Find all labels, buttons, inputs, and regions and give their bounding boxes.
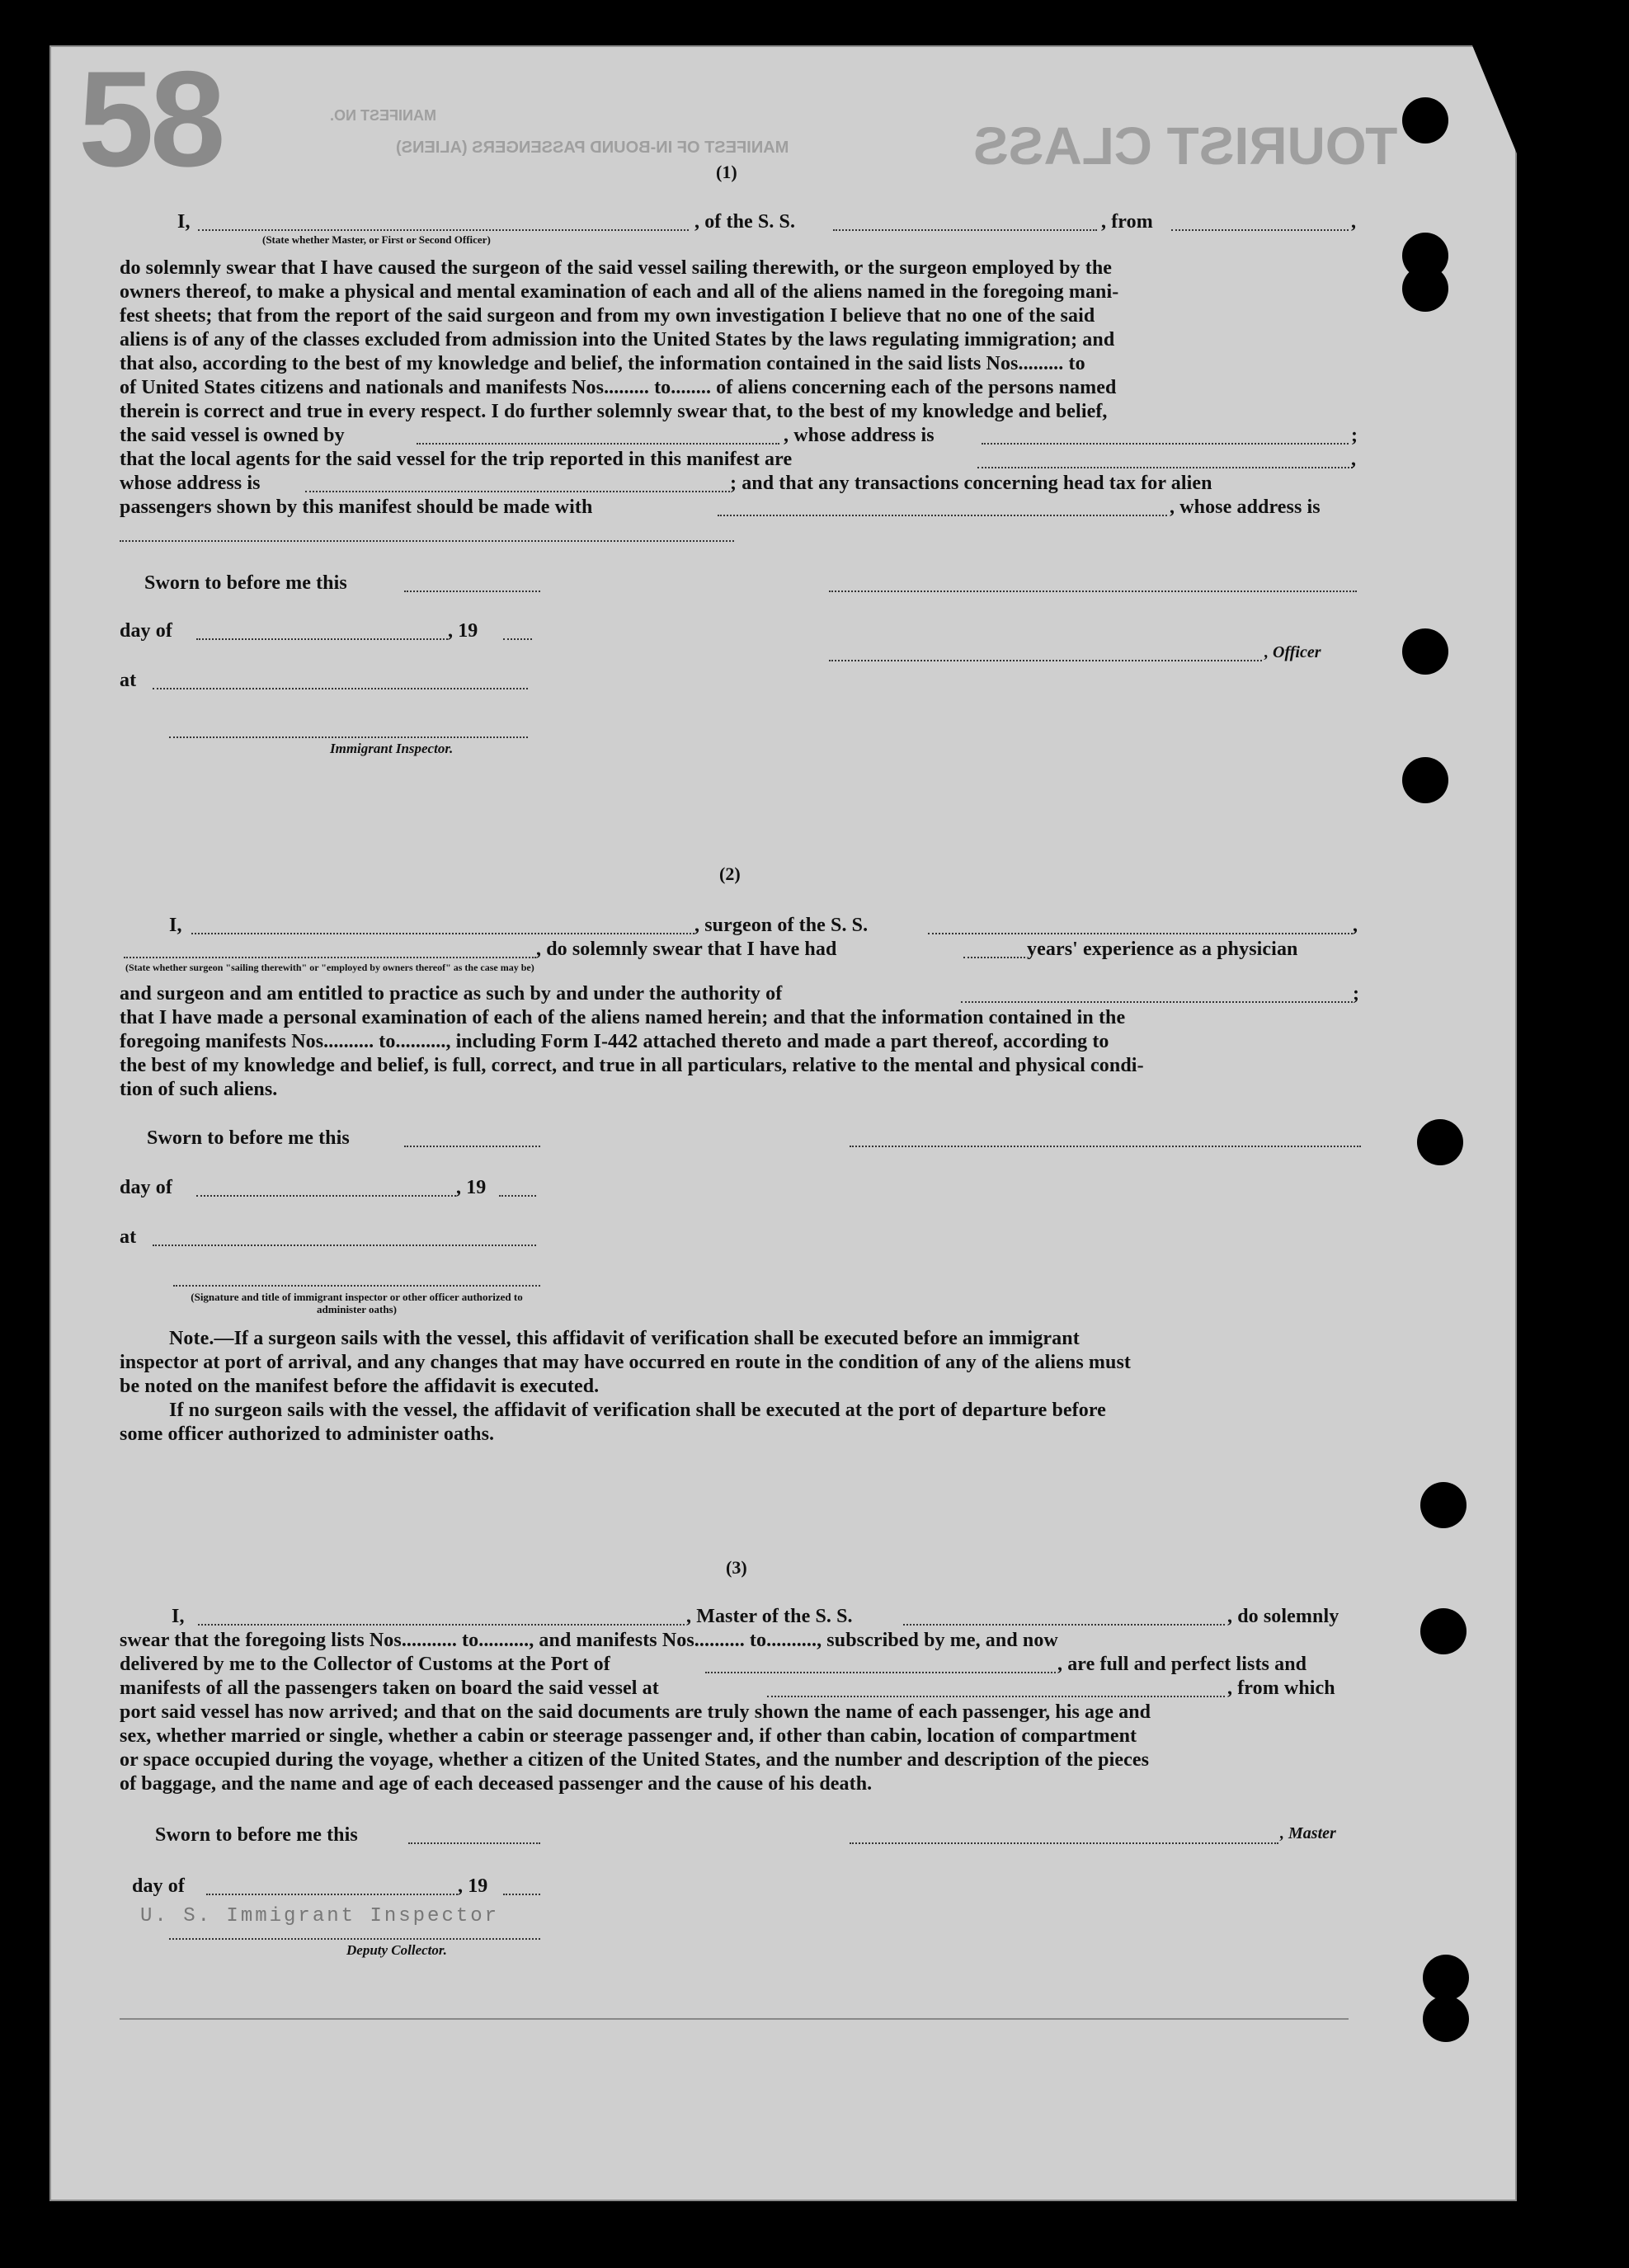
s2-year-label: , 19 xyxy=(456,1177,487,1198)
punch-hole xyxy=(1402,266,1448,312)
bleed-through-title: TOURIST CLASS xyxy=(973,116,1398,176)
s1-semicolon: ; xyxy=(1351,425,1358,446)
s1-vessel-field[interactable] xyxy=(833,229,1097,231)
s1-officer-label: , Officer xyxy=(1264,643,1321,661)
s3-deputy-collector-label: Deputy Collector. xyxy=(346,1942,447,1958)
s2-note-line: be noted on the manifest before the affidavit is executed. xyxy=(120,1376,600,1397)
s1-inspector-label: Immigrant Inspector. xyxy=(330,741,454,756)
s3-boarded-at-label: manifests of all the passengers taken on board the said vessel at xyxy=(120,1677,659,1699)
s3-paragraph-line: port said vessel has now arrived; and that on the said documents are truly shown the name of each passenger, his age and xyxy=(120,1701,1151,1723)
punch-hole xyxy=(1417,1119,1463,1165)
s1-agents-address-field[interactable] xyxy=(305,491,730,492)
s2-paragraph-line: foregoing manifests Nos.......... to.........., including Form I-442 attached thereto and made a part thereof, according to xyxy=(120,1031,1109,1052)
s3-sworn-field[interactable] xyxy=(408,1842,540,1844)
punch-hole xyxy=(1420,1608,1467,1654)
s2-surgeon-signature-field[interactable] xyxy=(850,1146,1361,1147)
s3-master-label: , Master xyxy=(1280,1824,1336,1842)
s1-paragraph-line: do solemnly swear that I have caused the surgeon of the said vessel sailing therewith, or the surgeon employed by the xyxy=(120,257,1113,279)
s2-paragraph-line: that I have made a personal examination of each of the aliens named herein; and that the information contained in the xyxy=(120,1007,1126,1028)
s2-note-line: some officer authorized to administer oaths. xyxy=(120,1423,495,1445)
s3-year-label: , 19 xyxy=(458,1875,488,1897)
s1-paragraph-line: therein is correct and true in every respect. I do further solemnly swear that, to the best of my knowledge and belief, xyxy=(120,401,1108,422)
s2-i-label: I, xyxy=(169,915,182,936)
s1-local-agents-field[interactable] xyxy=(977,467,1353,468)
section-3-number: (3) xyxy=(726,1557,747,1578)
s1-head-tax-address-field[interactable] xyxy=(120,540,734,542)
s2-inspector-note: (Signature and title of immigrant inspector or other officer authorized to administer oaths) xyxy=(191,1291,523,1315)
s2-comma: , xyxy=(1353,915,1358,936)
bleed-through-manifest-no: MANIFEST NO. xyxy=(330,107,436,124)
s2-surgeon-type-field[interactable] xyxy=(124,957,536,958)
s2-paragraph-line: tion of such aliens. xyxy=(120,1079,278,1100)
s3-paragraph-line: sex, whether married or single, whether a cabin or steerage passenger and, if other than cabin, location of compartment xyxy=(120,1725,1137,1747)
s1-day-label: day of xyxy=(120,620,172,642)
s3-paragraph-line: of baggage, and the name and age of each deceased passenger and the cause of his death. xyxy=(120,1773,873,1795)
punch-hole xyxy=(1423,1955,1469,2001)
s3-paragraph-line: swear that the foregoing lists Nos........... to.........., and manifests Nos.......... to.........., subscribed by me, and now xyxy=(120,1630,1058,1651)
s2-authority-field[interactable] xyxy=(961,1001,1353,1003)
s3-vessel-field[interactable] xyxy=(903,1624,1225,1626)
s3-collector-signature-field[interactable] xyxy=(169,1938,540,1940)
s2-semicolon: ; xyxy=(1353,983,1360,1005)
s1-officer-note: (State whether Master, or First or Second Officer) xyxy=(262,233,491,246)
s1-paragraph-line: of United States citizens and nationals and manifests Nos......... to........ of aliens concerning each of the persons named xyxy=(120,377,1117,398)
section-1-number: (1) xyxy=(716,162,737,182)
s1-paragraph-line: fest sheets; that from the report of the said surgeon and from my own investigation I believe that no one of the said xyxy=(120,305,1095,327)
s1-sworn-label: Sworn to before me this xyxy=(144,572,347,594)
s3-paragraph-line: or space occupied during the voyage, whether a citizen of the United States, and the number and description of the pieces xyxy=(120,1749,1150,1771)
s3-boarded-at-field[interactable] xyxy=(767,1696,1225,1697)
bottom-rule xyxy=(120,2018,1349,2020)
s1-from-field[interactable] xyxy=(1171,229,1349,231)
s3-master-name-field[interactable] xyxy=(198,1624,685,1626)
s1-owner-field[interactable] xyxy=(417,443,779,445)
s1-head-tax-with-label: passengers shown by this manifest should be made with xyxy=(120,496,593,518)
s2-day-label: day of xyxy=(120,1177,172,1198)
s1-owner-address-field[interactable] xyxy=(982,443,1349,445)
s1-head-tax-text: ; and that any transactions concerning head tax for alien xyxy=(730,473,1212,494)
s1-paragraph-line: aliens is of any of the classes excluded from admission into the United States by the laws regulating immigration; and xyxy=(120,329,1115,351)
s1-at-label: at xyxy=(120,670,137,691)
s2-note-line: If no surgeon sails with the vessel, the affidavit of verification shall be executed at the port of departure before xyxy=(169,1400,1106,1421)
s3-master-signature-field[interactable] xyxy=(850,1842,1278,1844)
s2-surgeon-name-field[interactable] xyxy=(191,933,694,934)
s1-officer-signature-field[interactable] xyxy=(829,591,1357,592)
s3-sworn-label: Sworn to before me this xyxy=(155,1824,358,1846)
s1-comma: , xyxy=(1351,449,1357,470)
s1-head-tax-field[interactable] xyxy=(718,515,1167,516)
s3-port-field[interactable] xyxy=(705,1672,1056,1673)
s1-sworn-field[interactable] xyxy=(404,591,540,592)
s1-officer-title-field[interactable] xyxy=(829,660,1262,661)
s2-sworn-label: Sworn to before me this xyxy=(147,1127,350,1149)
s1-paragraph-line: owners thereof, to make a physical and mental examination of each and all of the aliens named in the foregoing mani- xyxy=(120,281,1119,303)
s1-i-label: I, xyxy=(177,211,191,233)
s2-year-field[interactable] xyxy=(499,1195,536,1197)
s1-local-agents-label: that the local agents for the said vessel for the trip reported in this manifest are xyxy=(120,449,793,470)
s1-year-field[interactable] xyxy=(503,638,532,640)
s2-sworn-field[interactable] xyxy=(404,1146,540,1147)
s3-day-field[interactable] xyxy=(206,1894,458,1895)
s3-inspector-stamp: U. S. Immigrant Inspector xyxy=(140,1905,500,1927)
margin-number: 58 xyxy=(78,43,222,195)
s3-full-perfect-text: , are full and perfect lists and xyxy=(1057,1654,1307,1675)
s1-paragraph-line: that also, according to the best of my knowledge and belief, the information contained in the said lists Nos......... to xyxy=(120,353,1085,374)
s2-paragraph-line: the best of my knowledge and belief, is full, correct, and true in all particulars, relative to the mental and physical condi- xyxy=(120,1055,1144,1076)
s1-inspector-signature-field[interactable] xyxy=(169,736,528,738)
s1-day-field[interactable] xyxy=(196,638,448,640)
s3-solemnly-label: , do solemnly xyxy=(1227,1606,1339,1627)
s1-at-field[interactable] xyxy=(153,688,528,689)
s2-inspector-signature-field[interactable] xyxy=(173,1285,540,1287)
s2-at-field[interactable] xyxy=(153,1245,536,1246)
s3-master-of-ss-label: , Master of the S. S. xyxy=(686,1606,853,1627)
s1-owned-by-label: the said vessel is owned by xyxy=(120,425,345,446)
s2-vessel-field[interactable] xyxy=(928,933,1353,934)
punch-hole xyxy=(1423,1996,1469,2042)
s3-day-label: day of xyxy=(132,1875,185,1897)
punch-hole xyxy=(1402,757,1448,803)
section-2-number: (2) xyxy=(719,863,741,884)
s2-day-field[interactable] xyxy=(196,1195,456,1197)
s2-years-label: years' experience as a physician xyxy=(1027,939,1298,960)
s2-surgeon-type-note: (State whether surgeon "sailing therewith" or "employed by owners thereof" as the case may be) xyxy=(125,962,534,973)
s1-comma: , xyxy=(1351,211,1357,233)
s2-note-line: Note.—If a surgeon sails with the vessel, this affidavit of verification shall be executed before an immigrant xyxy=(169,1328,1080,1349)
s2-at-label: at xyxy=(120,1226,137,1248)
s1-of-ss-label: , of the S. S. xyxy=(694,211,796,233)
punch-hole xyxy=(1402,628,1448,675)
bleed-through-manifest: MANIFEST OF IN-BOUND PASSENGERS (ALIENS) xyxy=(396,139,789,157)
s2-solemnly-label: , do solemnly swear that I have had xyxy=(536,939,837,960)
s2-surgeon-of-ss-label: , surgeon of the S. S. xyxy=(694,915,869,936)
punch-hole xyxy=(1402,97,1448,144)
s2-authority-label: and surgeon and am entitled to practice as such by and under the authority of xyxy=(120,983,783,1005)
s1-agents-address-label: whose address is xyxy=(120,473,261,494)
s2-note-line: inspector at port of arrival, and any changes that may have occurred en route in the condition of any of the aliens must xyxy=(120,1352,1131,1373)
s3-port-label: delivered by me to the Collector of Customs at the Port of xyxy=(120,1654,610,1675)
punch-hole xyxy=(1420,1482,1467,1528)
s1-owner-address-label: , whose address is xyxy=(784,425,935,446)
s1-year-label: , 19 xyxy=(448,620,478,642)
s3-from-which-text: , from which xyxy=(1227,1677,1335,1699)
s1-officer-field[interactable] xyxy=(198,229,689,231)
s3-i-label: I, xyxy=(172,1606,185,1627)
s1-from-label: , from xyxy=(1101,211,1153,233)
s3-year-field[interactable] xyxy=(503,1894,540,1895)
s1-head-tax-address-label: , whose address is xyxy=(1170,496,1321,518)
s2-years-field[interactable] xyxy=(963,957,1025,958)
